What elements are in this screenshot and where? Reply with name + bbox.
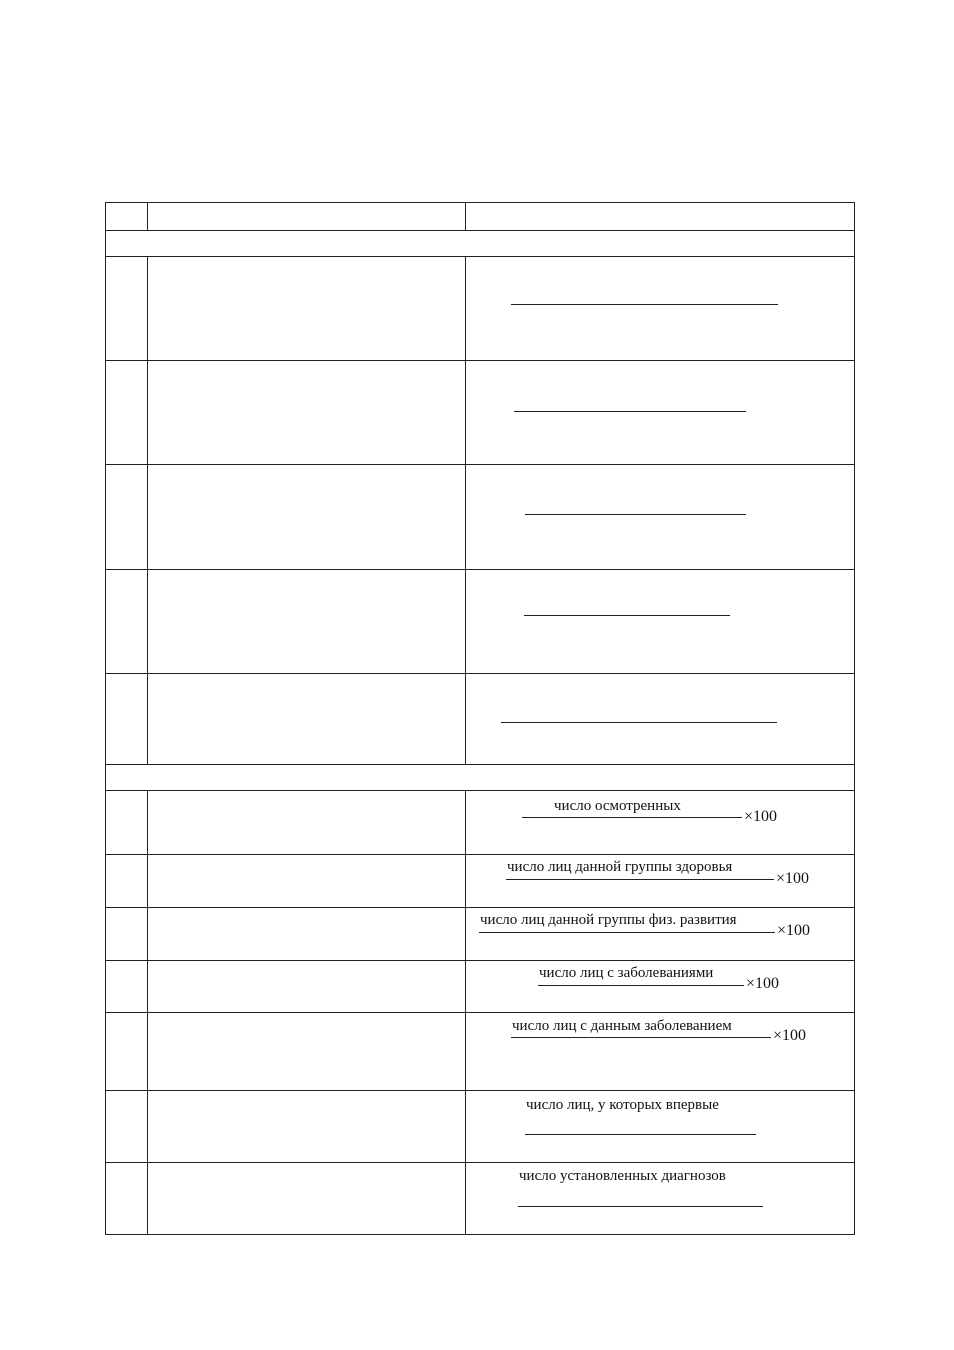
formula-numerator: число лиц, у которых впервые bbox=[526, 1097, 719, 1113]
formula-cell bbox=[466, 791, 855, 854]
number-cell bbox=[106, 361, 148, 464]
formula-numerator: число лиц с заболеваниями bbox=[539, 965, 714, 981]
table-row bbox=[106, 1163, 855, 1235]
header-number-cell bbox=[106, 203, 148, 230]
formula-numerator: число лиц с данным заболеванием bbox=[512, 1018, 732, 1034]
indicator-cell bbox=[148, 674, 466, 764]
table-row bbox=[106, 361, 855, 465]
fraction-bar bbox=[525, 514, 746, 515]
fraction-bar bbox=[479, 932, 775, 933]
indicator-cell bbox=[148, 855, 466, 907]
section-heading-cell bbox=[106, 231, 855, 256]
formula-cell bbox=[466, 1163, 855, 1234]
table-row bbox=[106, 855, 855, 908]
table-row bbox=[106, 257, 855, 361]
indicator-cell bbox=[148, 1163, 466, 1234]
multiplier: ×100 bbox=[773, 1027, 807, 1044]
indicator-cell bbox=[148, 257, 466, 360]
formula-numerator: число лиц данной группы физ. развития bbox=[480, 912, 737, 928]
formula-numerator: число осмотренных bbox=[554, 798, 681, 814]
indicator-table bbox=[105, 202, 855, 1235]
table-row bbox=[106, 791, 855, 855]
table-row bbox=[106, 1091, 855, 1163]
formula-numerator: число установленных диагнозов bbox=[519, 1168, 726, 1184]
fraction-bar bbox=[524, 615, 730, 616]
fraction-bar bbox=[525, 1134, 756, 1135]
formula-cell bbox=[466, 257, 855, 360]
number-cell bbox=[106, 961, 148, 1012]
table-row bbox=[106, 465, 855, 570]
indicator-cell bbox=[148, 361, 466, 464]
multiplier: ×100 bbox=[776, 870, 810, 887]
fraction-bar bbox=[511, 304, 778, 305]
number-cell bbox=[106, 791, 148, 854]
table-row bbox=[106, 908, 855, 961]
section-heading-row bbox=[106, 765, 855, 791]
formula-cell bbox=[466, 465, 855, 569]
header-indicator-cell bbox=[148, 203, 466, 230]
multiplier: ×100 bbox=[777, 922, 811, 939]
table-row bbox=[106, 674, 855, 765]
number-cell bbox=[106, 1013, 148, 1090]
number-cell bbox=[106, 1091, 148, 1162]
section-heading-cell bbox=[106, 765, 855, 790]
table-row bbox=[106, 570, 855, 674]
number-cell bbox=[106, 1163, 148, 1234]
fraction-bar bbox=[518, 1206, 763, 1207]
indicator-cell bbox=[148, 1091, 466, 1162]
table-row bbox=[106, 1013, 855, 1091]
indicator-cell bbox=[148, 1013, 466, 1090]
multiplier: ×100 bbox=[746, 975, 780, 992]
indicator-cell bbox=[148, 961, 466, 1012]
formula-cell bbox=[466, 1013, 855, 1090]
fraction-bar bbox=[514, 411, 746, 412]
formula-cell bbox=[466, 908, 855, 960]
section-heading-row bbox=[106, 231, 855, 257]
formula-cell bbox=[466, 674, 855, 764]
multiplier: ×100 bbox=[744, 808, 778, 825]
formula-cell bbox=[466, 855, 855, 907]
fraction-bar bbox=[511, 1037, 771, 1038]
formula-cell bbox=[466, 361, 855, 464]
table-header-row bbox=[106, 203, 855, 231]
formula-cell bbox=[466, 1091, 855, 1162]
number-cell bbox=[106, 855, 148, 907]
fraction-bar bbox=[538, 985, 744, 986]
number-cell bbox=[106, 257, 148, 360]
indicator-cell bbox=[148, 908, 466, 960]
indicator-cell bbox=[148, 465, 466, 569]
header-formula-cell bbox=[466, 203, 855, 230]
fraction-bar bbox=[506, 879, 774, 880]
fraction-bar bbox=[501, 722, 777, 723]
number-cell bbox=[106, 908, 148, 960]
indicator-cell bbox=[148, 791, 466, 854]
formula-numerator: число лиц данной группы здоровья bbox=[507, 859, 733, 875]
number-cell bbox=[106, 465, 148, 569]
formula-cell bbox=[466, 961, 855, 1012]
indicator-cell bbox=[148, 570, 466, 673]
table-row bbox=[106, 961, 855, 1013]
fraction-bar bbox=[522, 817, 742, 818]
number-cell bbox=[106, 570, 148, 673]
number-cell bbox=[106, 674, 148, 764]
formula-cell bbox=[466, 570, 855, 673]
